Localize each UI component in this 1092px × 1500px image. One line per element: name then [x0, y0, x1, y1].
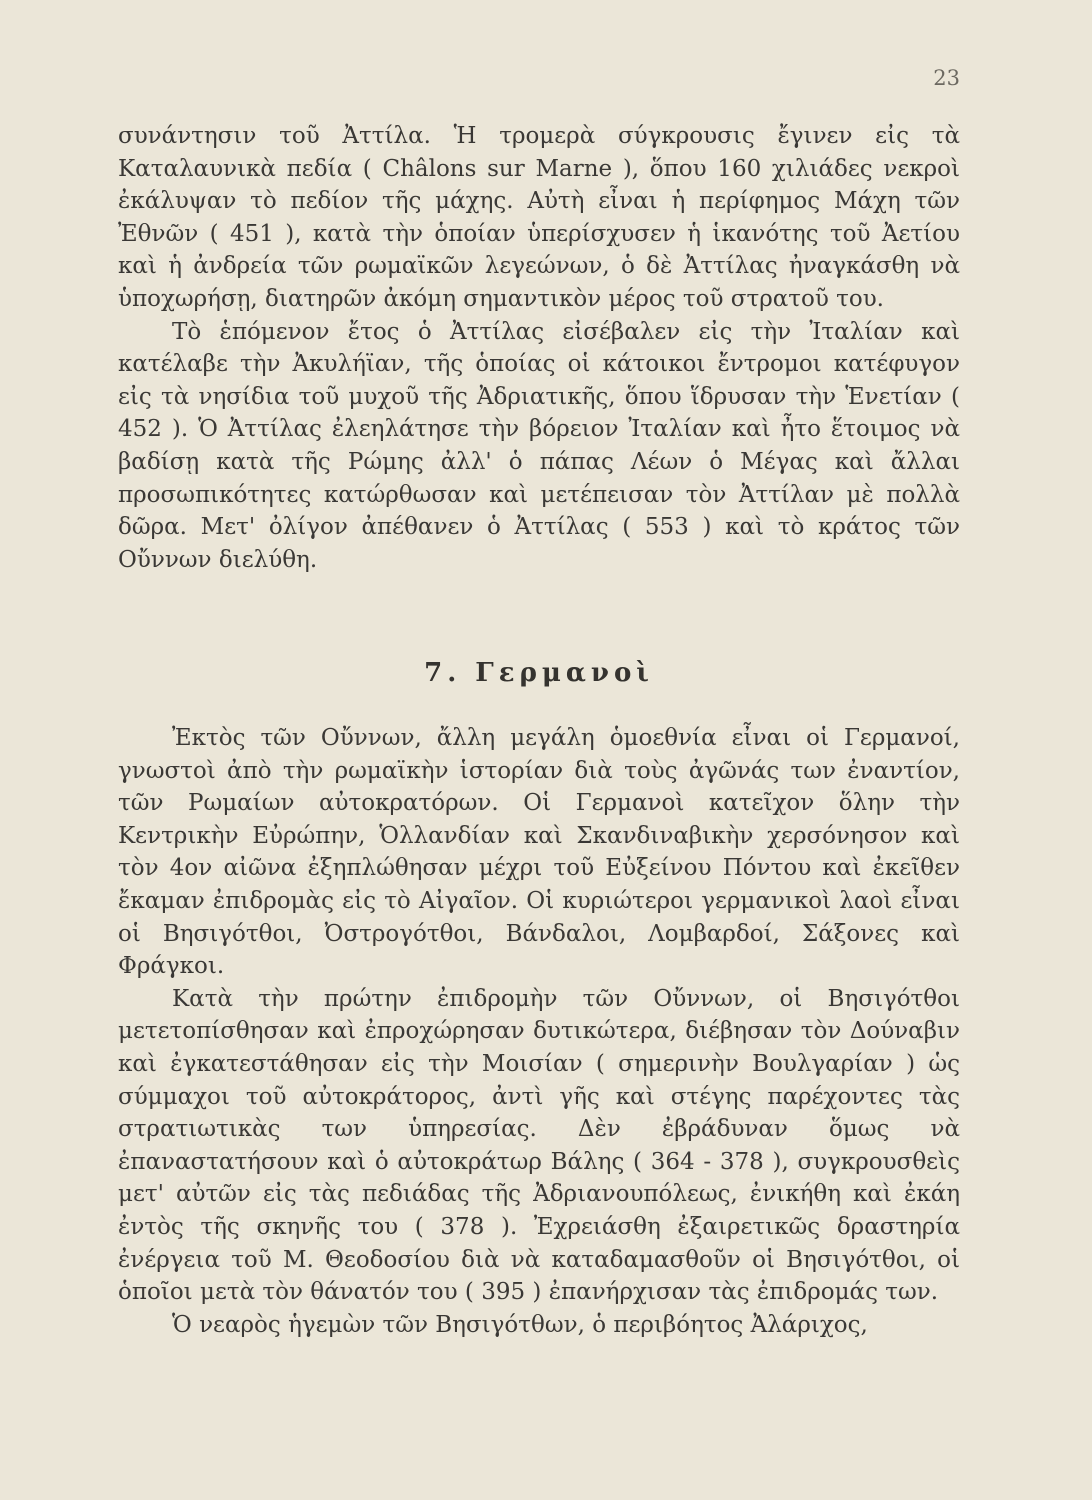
section-heading: 7. Γερμανοὶ [424, 658, 654, 688]
text-block-before-heading [118, 120, 960, 576]
paragraph: συνάντησιν τοῦ Ἀττίλα. Ἡ τρομερὰ σύγκρουσις ἔγινεν εἰς τὰ Καταλαυνικὰ πεδία ( Châlons sur Marne ), ὅπου 160 χιλιάδες νεκροὶ ἐκάλυψαν τὸ πεδίον τῆς μάχης. Αὐτὴ εἶναι ἡ περίφημος Μάχη τῶν Ἐθνῶν ( 451 ), κατὰ τὴν ὁποίαν ὑπερίσχυσεν ἡ ἱκανότης τοῦ Ἀετίου καὶ ἡ ἀνδρεία τῶν ρωμαϊκῶν λεγεώνων, ὁ δὲ Ἀττίλας ἠναγκάσθη νὰ ὑποχωρήσῃ, διατηρῶν ἀκόμη σημαντικὸν μέρος τοῦ στρατοῦ του. [118, 123, 960, 312]
paragraph: Τὸ ἑπόμενον ἔτος ὁ Ἀττίλας εἰσέβαλεν εἰς τὴν Ἰταλίαν καὶ κατέλαβε τὴν Ἀκυλήϊαν, τῆς ὁποίας οἱ κάτοικοι ἔντρομοι κατέφυγον εἰς τὰ νησίδια τοῦ μυχοῦ τῆς Ἀδριατικῆς, ὅπου ἵδρυσαν τὴν Ἑνετίαν ( 452 ). Ὁ Ἀττίλας ἐλεηλάτησε τὴν βόρειον Ἰταλίαν καὶ ἦτο ἕτοιμος νὰ βαδίσῃ κατὰ τῆς Ρώμης ἀλλ' ὁ πάπας Λέων ὁ Μέγας καὶ ἄλλαι προσωπικότητες κατώρθωσαν καὶ μετέπεισαν τὸν Ἀττίλαν μὲ πολλὰ δῶρα. Μετ' ὀλίγον ἀπέθανεν ὁ Ἀττίλας ( 553 ) καὶ τὸ κράτος τῶν Οὔννων διελύθη. [118, 318, 960, 573]
paragraph: Κατὰ τὴν πρώτην ἐπιδρομὴν τῶν Οὔννων, οἱ Βησιγότθοι μετετοπίσθησαν καὶ ἐπροχώρησαν δυτικώτερα, διέβησαν τὸν Δούναβιν καὶ ἐγκατεστάθησαν εἰς τὴν Μοισίαν ( σημερινὴν Βουλγαρίαν ) ὡς σύμμαχοι τοῦ αὐτοκράτορος, ἀντὶ γῆς καὶ στέγης παρέχοντες τὰς στρατιωτικὰς των ὑπηρεσίας. Δὲν ἐβράδυναν ὅμως νὰ ἐπαναστατήσουν καὶ ὁ αὐτοκράτωρ Βάλης ( 364 - 378 ), συγκρουσθεὶς μετ' αὐτῶν εἰς τὰς πεδιάδας τῆς Ἀδριανουπόλεως, ἐνικήθη καὶ ἐκάη ἐντὸς τῆς σκηνῆς του ( 378 ). Ἐχρειάσθη ἐξαιρετικῶς δραστηρία ἐνέργεια τοῦ Μ. Θεοδοσίου διὰ νὰ καταδαμασθοῦν οἱ Βησιγότθοι, οἱ ὁποῖοι μετὰ τὸν θάνατόν του ( 395 ) ἐπανήρχισαν τὰς ἐπιδρομάς των. [118, 985, 960, 1306]
paragraph: Ὁ νεαρὸς ἡγεμὼν τῶν Βησιγότθων, ὁ περιβόητος Ἀλάριχος, [172, 1311, 868, 1338]
paragraph: Ἐκτὸς τῶν Οὔννων, ἄλλη μεγάλη ὁμοεθνία εἶναι οἱ Γερμανοί, γνωστοὶ ἀπὸ τὴν ρωμαϊκὴν ἱστορίαν διὰ τοὺς ἀγῶνάς των ἐναντίον, τῶν Ρωμαίων αὐτοκρατόρων. Οἱ Γερμανοὶ κατεῖχον ὅλην τὴν Κεντρικὴν Εὐρώπην, Ὁλλανδίαν καὶ Σκανδιναβικὴν χερσόνησον καὶ τὸν 4ον αἰῶνα ἐξηπλώθησαν μέχρι τοῦ Εὐξείνου Πόντου καὶ ἐκεῖθεν ἔκαμαν ἐπιδρομὰς εἰς τὸ Αἰγαῖον. Οἱ κυριώτεροι γερμανικοὶ λαοὶ εἶναι οἱ Βησιγότθοι, Ὀστρογότθοι, Βάνδαλοι, Λομβαρδοί, Σάξονες καὶ Φράγκοι. [118, 725, 960, 980]
text-block-after-heading [118, 722, 960, 1341]
page-number: 23 [933, 66, 960, 90]
